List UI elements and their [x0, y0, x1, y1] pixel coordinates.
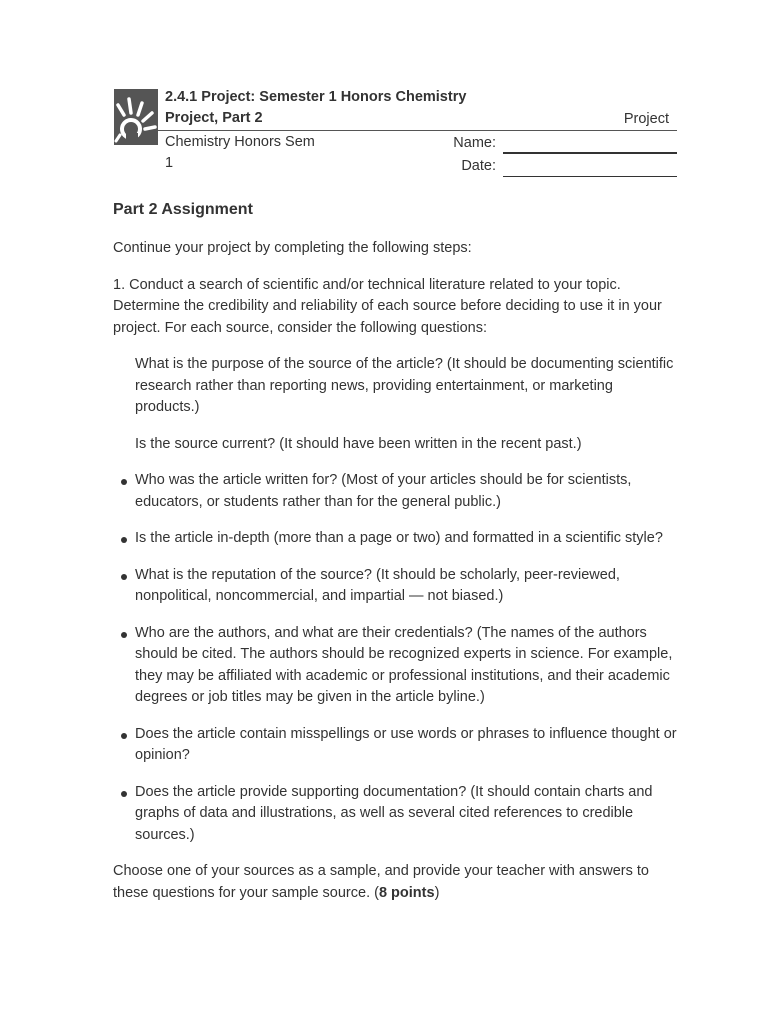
date-label: Date: [461, 158, 496, 174]
list-item [113, 724, 678, 767]
section-heading: Part 2 Assignment [113, 201, 253, 218]
list-item [113, 565, 678, 608]
intro-text: Continue your project by completing the following steps: [113, 240, 472, 256]
bullet-icon [121, 574, 127, 580]
date-field[interactable] [503, 176, 677, 177]
list-item [113, 470, 678, 513]
list-item-text: Does the article contain misspellings or use words or phrases to influence thought or opinion? [135, 725, 677, 763]
assignment-title [165, 87, 495, 129]
step-1-text: 1. Conduct a search of scientific and/or technical literature related to your topic. Determine the credibility and reliability of each source before deciding to use it in your project. For each source, consider the following questions: [113, 276, 662, 336]
closing-end: ) [434, 884, 440, 901]
list-item [113, 623, 678, 709]
list-item-text: Is the article in-depth (more than a page or two) and formatted in a scientific style? [135, 530, 663, 546]
list-item [113, 528, 678, 550]
title-line-2: Project, Part 2 [165, 110, 263, 126]
bullet-icon [121, 632, 127, 638]
points-value: 8 points [378, 884, 435, 901]
assignment-body [113, 198, 678, 919]
list-item [113, 782, 678, 847]
list-item-text: Does the article provide supporting documentation? (It should contain charts and graphs of data and illustrations, as well as several cited references to credible sources.) [135, 783, 653, 843]
course-name [165, 132, 335, 174]
question-list [113, 470, 678, 846]
question-purpose: What is the purpose of the source of the article? (It should be documenting scientific research rather than reporting news, providing entertainment, or marketing products.) [135, 356, 674, 415]
course-line-2: 1 [165, 155, 174, 171]
question-current: Is the source current? (It should have been written in the recent past.) [135, 435, 582, 452]
title-line-1: 2.4.1 Project: Semester 1 Honors Chemistry [165, 89, 467, 105]
header-divider [158, 130, 677, 131]
assignment-type: Project [623, 111, 669, 127]
closing-text: Choose one of your sources as a sample, and provide your teacher with answers to these questions for your sample source. ( [113, 863, 649, 901]
bullet-icon [121, 733, 127, 739]
name-label: Name: [453, 135, 496, 151]
list-item-text: Who are the authors, and what are their credentials? (The names of the authors should be cited. The authors should be recognized experts in science. For example, they may be affiliated with academic or professional institutions, and their academic degrees or job titles may be given in the article byline.) [135, 624, 673, 705]
name-field[interactable] [503, 152, 677, 154]
bullet-icon [121, 791, 127, 797]
bullet-icon [121, 537, 127, 543]
bullet-icon [121, 479, 127, 485]
list-item-text: Who was the article written for? (Most of your articles should be for scientists, educators, or students rather than for the general public.) [135, 472, 632, 510]
sun-head-logo-icon [114, 89, 158, 145]
closing-instruction [113, 861, 678, 904]
course-line-1: Chemistry Honors Sem [165, 134, 315, 150]
list-item-text: What is the reputation of the source? (It should be scholarly, peer-reviewed, nonpolitical, noncommercial, and impartial — not biased.) [135, 566, 620, 604]
